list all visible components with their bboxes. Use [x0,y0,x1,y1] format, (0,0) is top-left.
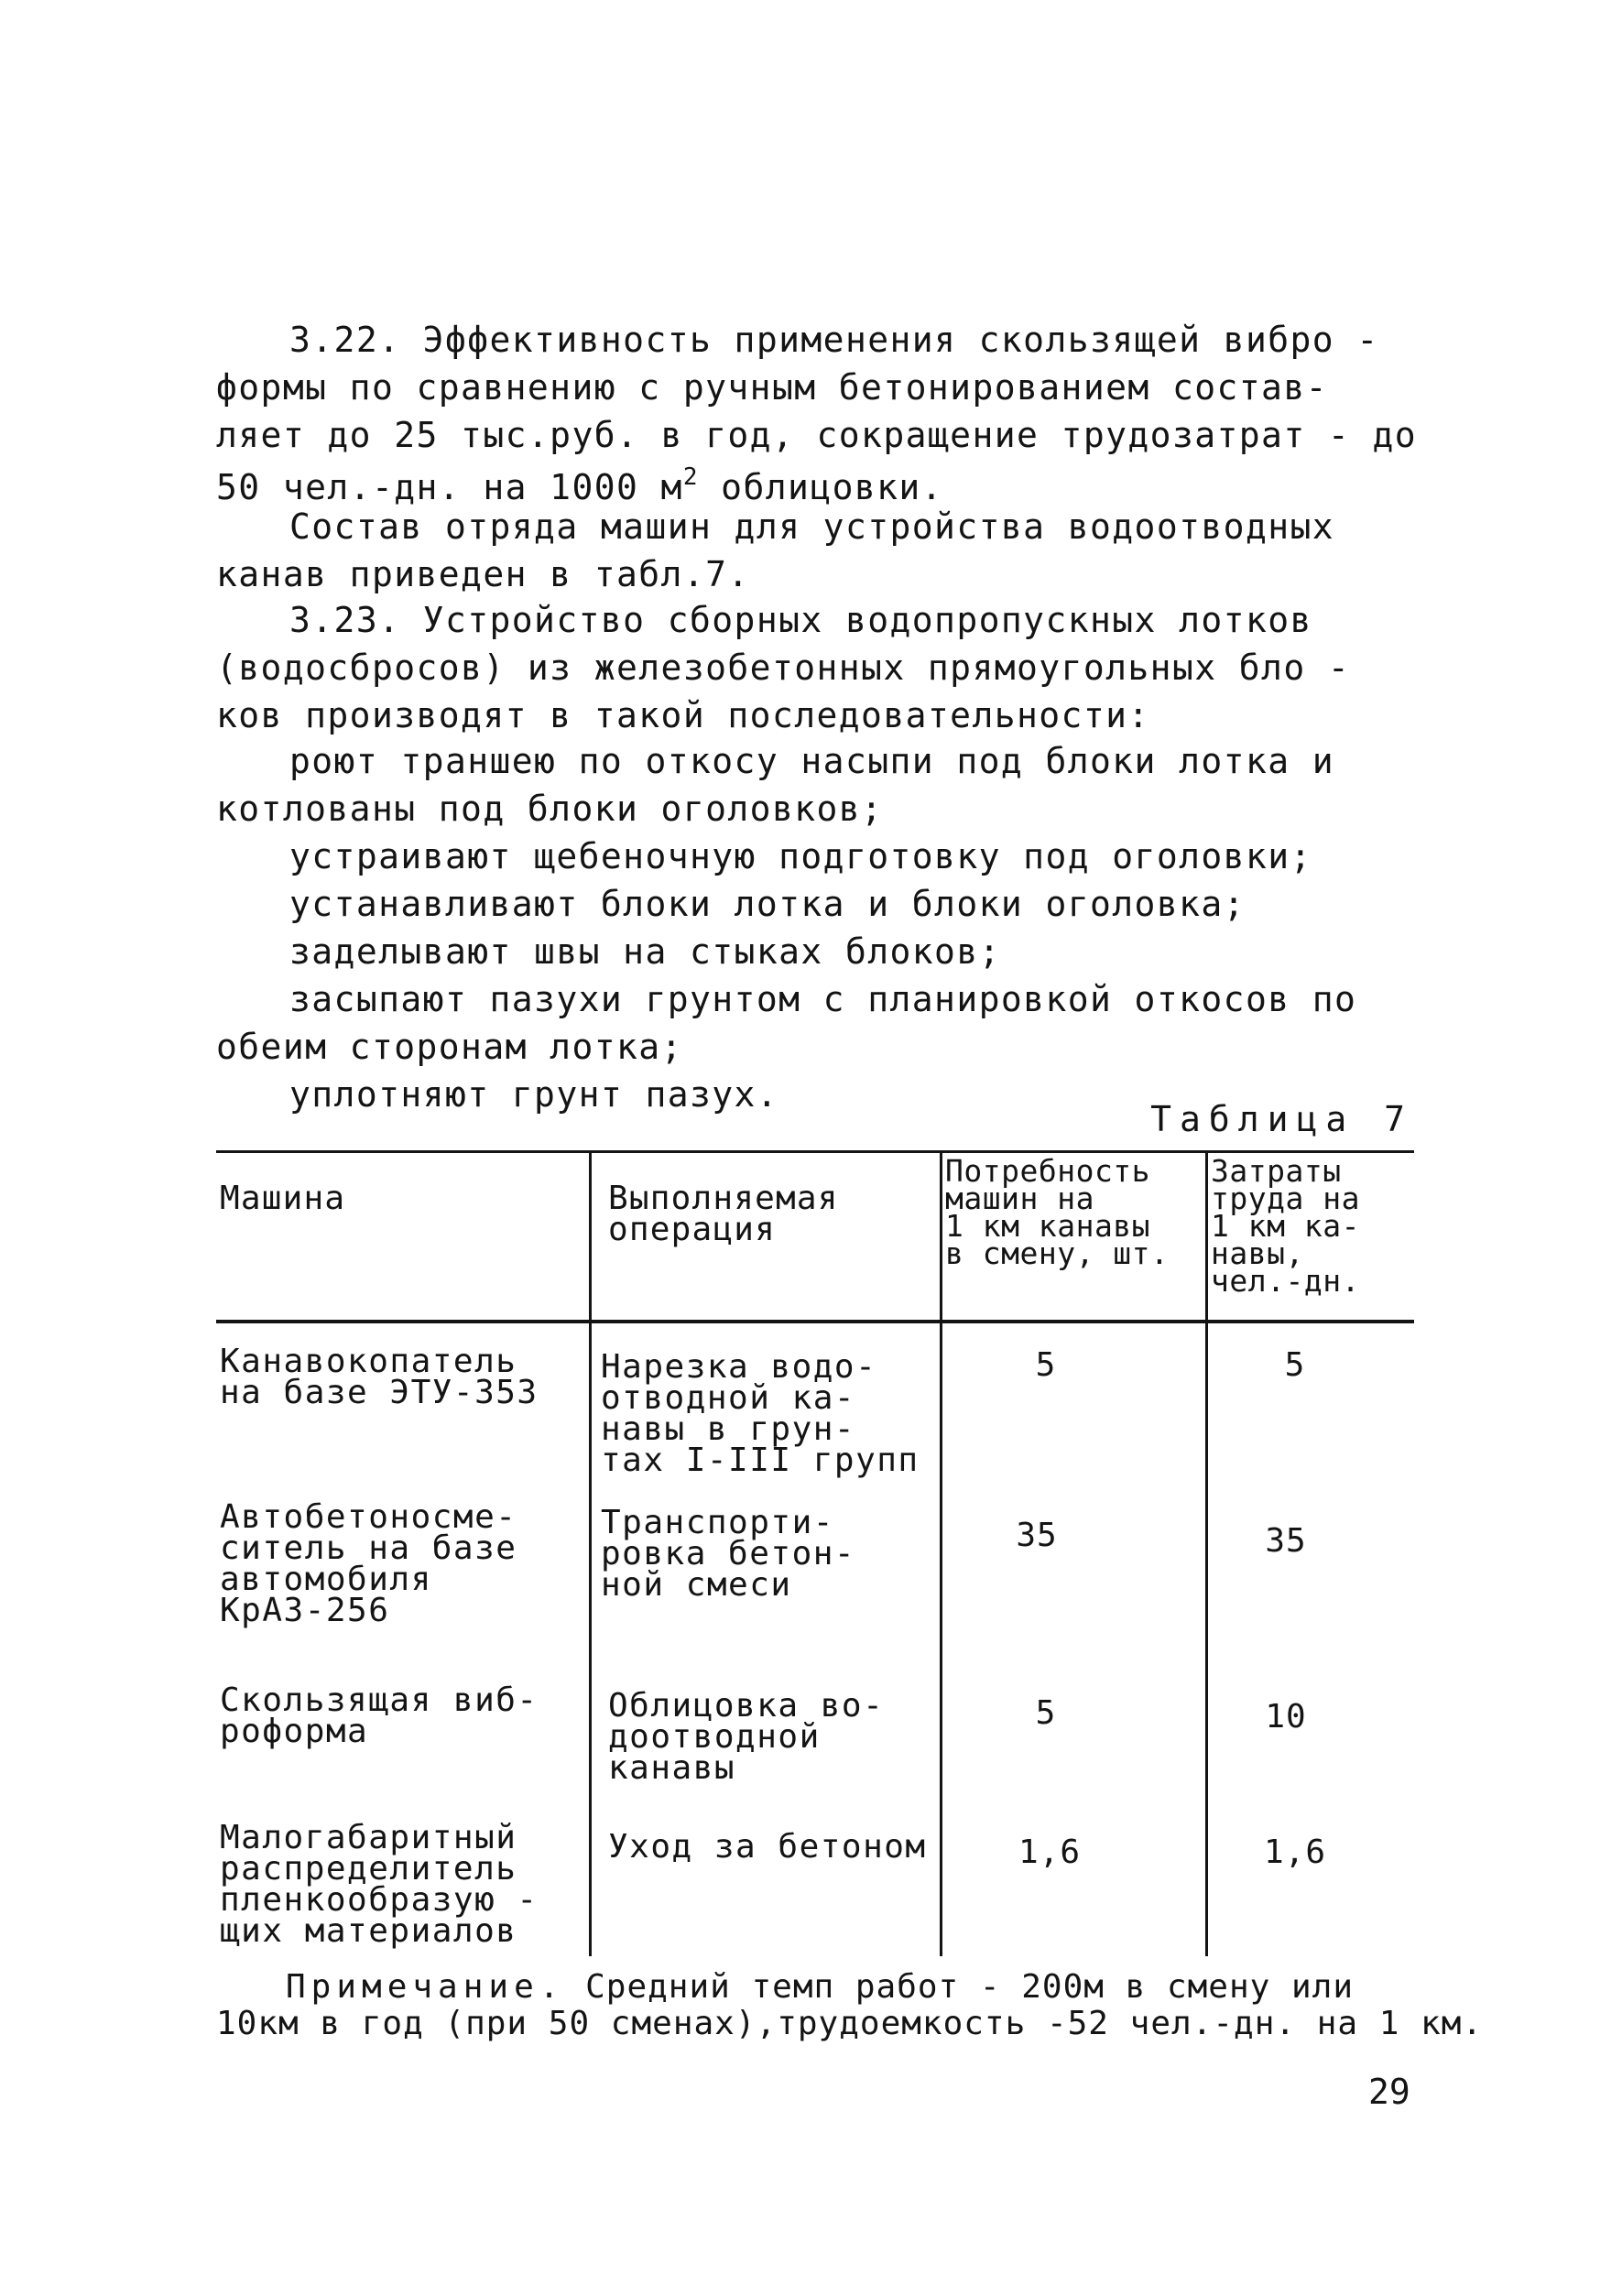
text-line [216,465,943,505]
table-cell-operation: Уход за бетоном [608,1828,927,1866]
text-line: 3.22. Эффективность применения скользящей вибро - [289,320,1379,360]
text-line: ков производят в такой последовательности: [216,695,1150,735]
table-cell-labor: 35 [1265,1522,1307,1560]
table-cell-need: 5 [1035,1346,1057,1384]
table-cell-labor: 5 [1284,1346,1306,1384]
table-cell-machine: Малогабаритный распределитель пленкообразую - щих материалов [220,1819,539,1950]
step-item: заделывают швы на стыках блоков; [289,931,1001,972]
table-cell-labor: 1,6 [1263,1834,1327,1871]
header-operation: Выполняемая операция [608,1180,839,1248]
text-line: формы по сравнению с ручным бетонированием состав- [216,367,1328,408]
step-item: роют траншею по откосу насыпи под блоки лотка и [289,741,1335,781]
table-cell-machine: Скользящая виб- роформа [220,1681,539,1750]
step-item: котлованы под блоки оголовков; [216,789,884,829]
table-header-rule [216,1320,1414,1323]
table-cell-operation: Нарезка водо- отводной ка- навы в грун- тах I-III групп [601,1348,920,1479]
text-line: 3.23. Устройство сборных водопропускных лотков [289,600,1312,640]
text-fragment: 50 чел.-дн. на 1000 м [216,467,683,507]
column-divider [940,1150,942,1956]
note-line: 10км в год (при 50 сменах),трудоемкость -52 чел.-дн. на 1 км. [216,2005,1484,2042]
table-title: Таблица 7 [1150,1099,1413,1139]
superscript: 2 [682,463,699,491]
step-item: засыпают пазухи грунтом с планировкой откосов по [289,979,1357,1019]
step-item: уплотняют грунт пазух. [289,1074,779,1115]
table-note [216,1968,1484,2042]
header-need: Потребность машин на 1 км канавы в смену, шт. [945,1153,1170,1271]
step-item: устраивают щебеночную подготовку под оголовки; [289,836,1312,876]
table-cell-need: 1,6 [1018,1834,1082,1871]
table-cell-machine: Канавокопатель на базе ЭТУ-353 [220,1343,539,1411]
column-divider [589,1150,592,1956]
note-label: Примечание. [286,1968,565,2006]
note-text: Средний темп работ - 200м в смену или [564,1968,1355,2006]
header-labor: Затраты труда на 1 км ка- навы, чел.-дн. [1211,1153,1360,1299]
table-cell-need: 5 [1035,1694,1057,1732]
step-item: обеим сторонам лотка; [216,1027,683,1067]
text-line: ляет до 25 тыс.руб. в год, сокращение трудозатрат - до [216,415,1418,455]
table-cell-machine: Автобетоносме- ситель на базе автомобиля КрАЗ-256 [220,1498,517,1629]
note-line [216,1969,1443,2006]
header-machine: Машина [220,1180,346,1217]
column-divider [1205,1150,1208,1956]
page-number: 29 [1368,2072,1410,2112]
text-line: канав приведен в табл.7. [216,554,750,594]
text-fragment: облицовки. [698,467,943,507]
text-line: (водосбросов) из железобетонных прямоугольных бло - [216,647,1351,688]
table-cell-need: 35 [1016,1517,1058,1554]
text-line: Состав отряда машин для устройства водоотводных [289,506,1335,547]
table-cell-operation: Облицовка во- доотводной канавы [608,1687,885,1787]
table-cell-operation: Транспорти- ровка бетон- ной смеси [601,1504,856,1604]
table-cell-labor: 10 [1265,1698,1307,1736]
step-item: устанавливают блоки лотка и блоки оголовка; [289,884,1246,924]
